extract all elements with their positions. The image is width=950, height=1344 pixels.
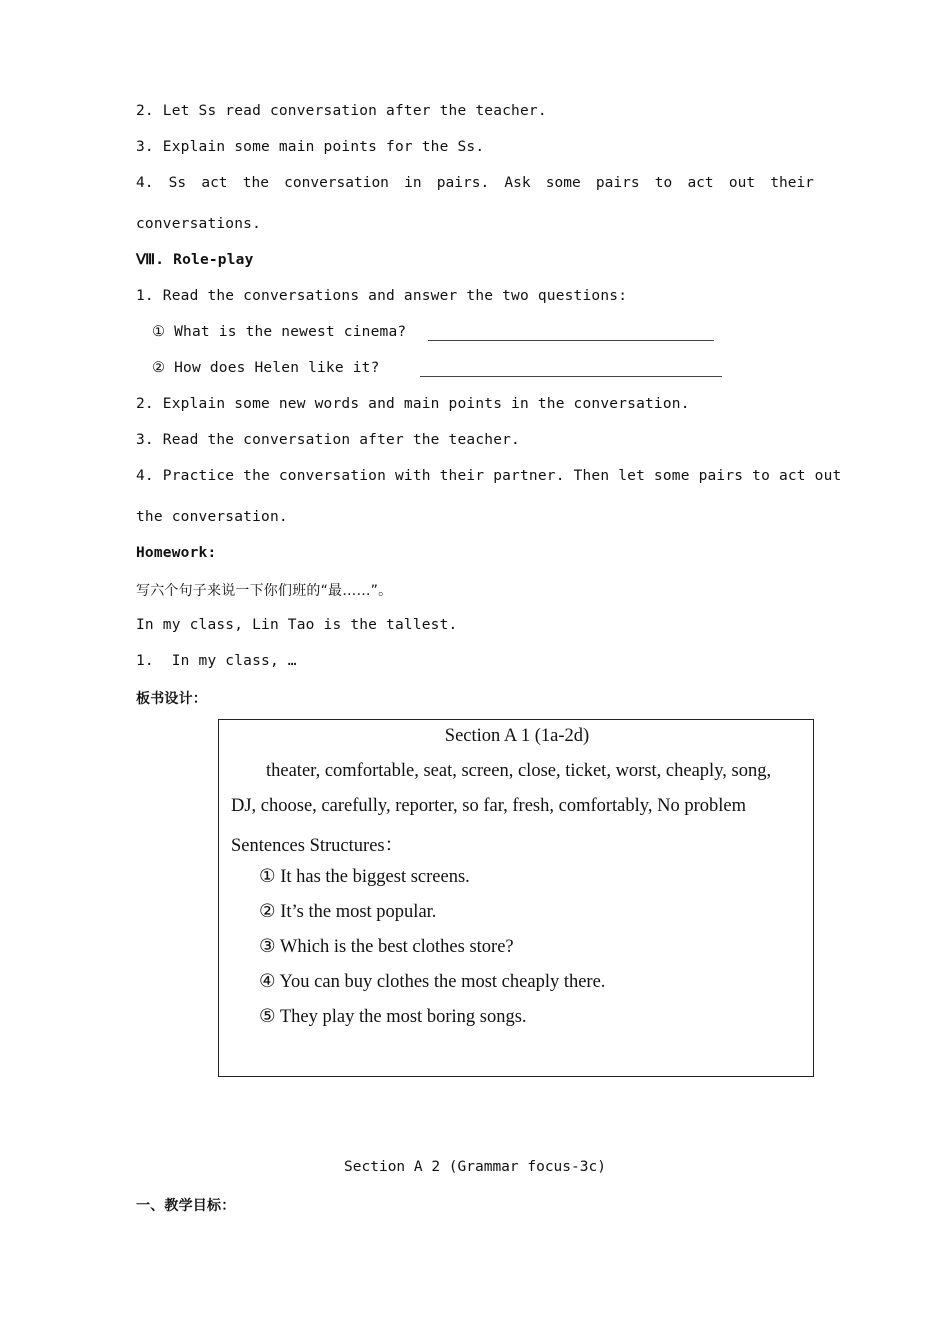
answer-blank-2[interactable] xyxy=(420,376,722,377)
word: 4. xyxy=(136,175,154,191)
roleplay-step-3: 3. Read the conversation after the teacher. xyxy=(136,432,520,448)
board-sentence-3: ③ Which is the best clothes store? xyxy=(259,937,514,957)
word: Ask xyxy=(504,175,531,191)
step-4-line xyxy=(136,175,814,191)
board-title: Section A 1 (1a-2d) xyxy=(444,726,590,746)
roleplay-step-1: 1. Read the conversations and answer the two questions: xyxy=(136,288,628,304)
word: out xyxy=(728,175,756,191)
word: pairs. xyxy=(436,175,490,191)
homework-instruction: 写六个句子来说一下你们班的“最……”。 xyxy=(136,583,393,599)
teaching-objectives-heading: 一、教学目标： xyxy=(136,1198,236,1214)
board-sentence-1: ① It has the biggest screens. xyxy=(259,867,470,887)
board-structures-label: Sentences Structures： xyxy=(231,836,404,856)
next-section-title: Section A 2 (Grammar focus-3c) xyxy=(344,1159,606,1175)
roleplay-heading: Ⅷ. Role-play xyxy=(136,252,254,268)
word: in xyxy=(404,175,422,191)
roleplay-step-2: 2. Explain some new words and main points in the conversation. xyxy=(136,396,690,412)
homework-example: In my class, Lin Tao is the tallest. xyxy=(136,617,458,633)
board-sentence-2: ② It’s the most popular. xyxy=(259,902,437,922)
question-1: ① What is the newest cinema? xyxy=(152,324,407,340)
answer-blank-1[interactable] xyxy=(428,340,714,341)
word: some xyxy=(545,175,581,191)
roleplay-step-4-continued: the conversation. xyxy=(136,509,288,525)
word: conversation xyxy=(284,175,389,191)
step-4-continued: conversations. xyxy=(136,216,262,232)
question-2: ② How does Helen like it? xyxy=(152,360,380,376)
word: pairs xyxy=(595,175,640,191)
homework-item-1: 1. In my class, … xyxy=(136,653,297,669)
board-words-line-2: DJ, choose, carefully, reporter, so far, fresh, comfortably, No problem xyxy=(231,796,746,816)
word: Ss xyxy=(168,175,187,191)
word: act xyxy=(201,175,228,191)
word: to xyxy=(654,175,673,191)
homework-heading: Homework: xyxy=(136,545,217,561)
word: their xyxy=(770,175,814,191)
step-2-text: 2. Let Ss read conversation after the teacher. xyxy=(136,103,547,119)
step-3-text: 3. Explain some main points for the Ss. xyxy=(136,139,485,155)
board-sentence-5: ⑤ They play the most boring songs. xyxy=(259,1007,527,1027)
roleplay-step-4: 4. Practice the conversation with their partner. Then let some pairs to act out xyxy=(136,468,842,484)
board-sentence-4: ④ You can buy clothes the most cheaply there. xyxy=(259,972,606,992)
word: act xyxy=(687,175,714,191)
blackboard-design-box xyxy=(218,719,814,1077)
word: the xyxy=(242,175,269,191)
board-design-heading: 板书设计： xyxy=(136,691,207,707)
board-words-line-1: theater, comfortable, seat, screen, close, ticket, worst, cheaply, song, xyxy=(266,761,772,781)
